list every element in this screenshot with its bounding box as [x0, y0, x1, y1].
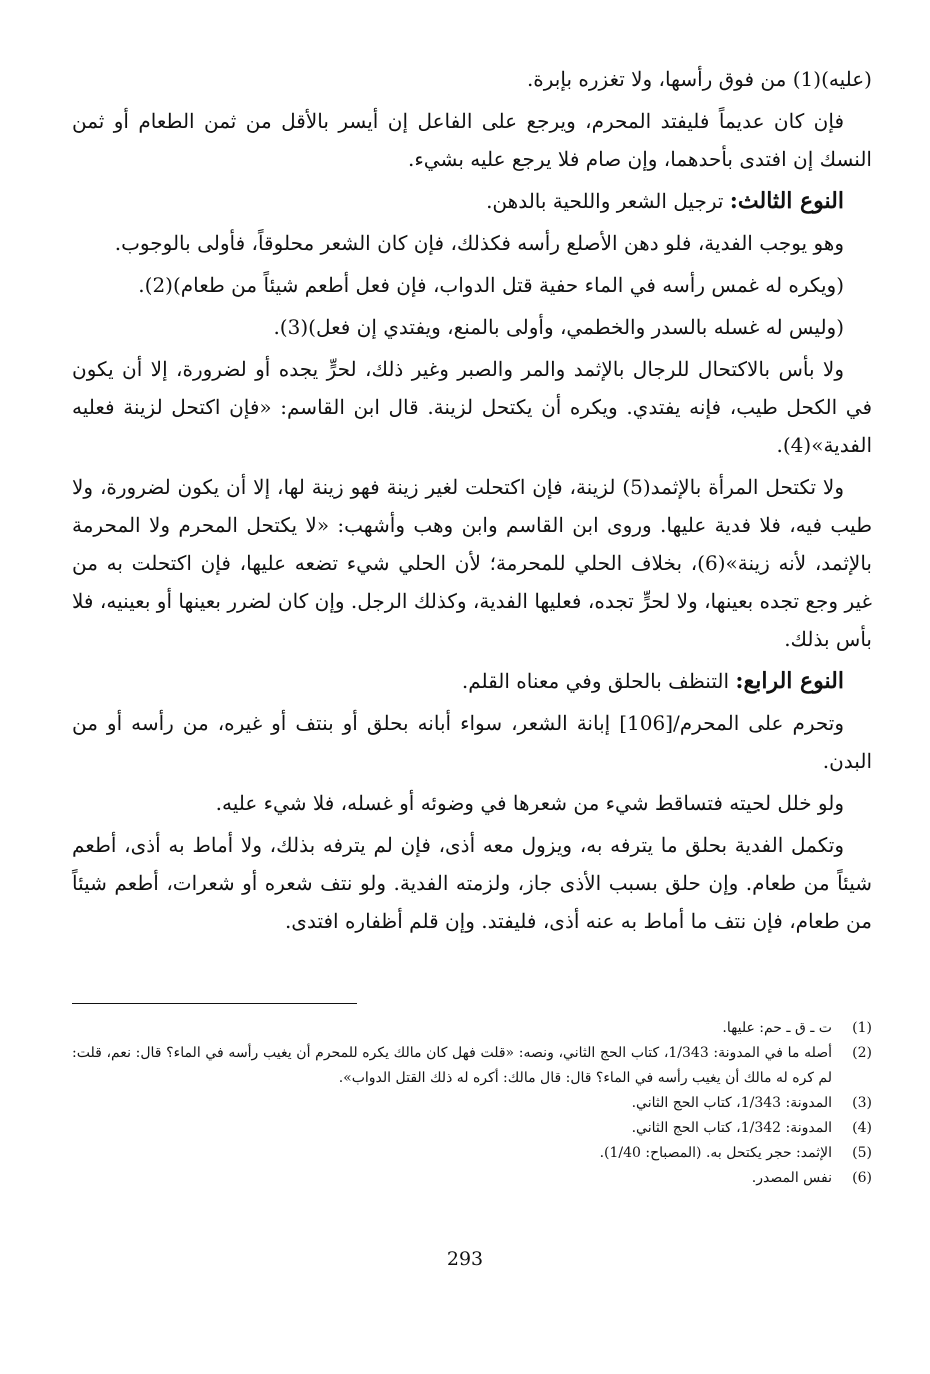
footnote-number: (2): [852, 1045, 872, 1061]
paragraph-12: وتكمل الفدية بحلق ما يترفه به، ويزول معه أذى، فإن لم يترفه بذلك، ولا أماط به أذى، أطعم شيئاً من طعام. وإن حلق بسبب الأذى جاز، ولزمته الفدية. ولو نتف شعره أو شعرات، أطعم شيئاً من طعام، فإن نتف ما أماط به عنه أذى، فليفتد. وإن قلم أظفاره افتدى.: [72, 833, 872, 933]
section-heading-text: ترجيل الشعر واللحية بالدهن.: [486, 189, 730, 213]
main-text: [72, 60, 872, 944]
footnote-number: (1): [852, 1020, 872, 1036]
footnote-text: ت ـ ق ـ حم: عليها.: [722, 1020, 832, 1036]
footnote: [72, 1116, 872, 1141]
footnote-separator: [72, 1003, 357, 1004]
footnote: [72, 1041, 872, 1091]
section-heading-fourth-type: [72, 662, 872, 700]
paragraph-11: ولو خلل لحيته فتساقط شيء من شعرها في وضوئه أو غسله، فلا شيء عليه.: [215, 791, 844, 815]
paragraph-8: ولا تكتحل المرأة بالإثمد(5) لزينة، فإن اكتحلت لغير زينة فهو زينة لها، إلا أن يكون لضرورة، ولا طيب فيه، فلا فدية عليها. وروى ابن القاسم وابن وهب وأشهب: «لا يكتحل المحرم ولا المحرمة بالإثمد، لأنه زينة»(6)، بخلاف الحلي للمحرمة؛ لأن الحلي شيء تضعه عليها، فإن اكتحلت به من غير وجع تجده بعينها، ولا لحرٍّ تجده، فعليها الفدية، وكذلك الرجل. وإن كان لضرر بعينها أو بعينيه، فلا بأس بذلك.: [72, 475, 873, 651]
paragraph-10: وتحرم على المحرم/[106] إبانة الشعر، سواء أبانه بحلق أو بنتف أو غيره، من رأسه أو من البدن.: [72, 711, 872, 773]
footnotes: [72, 1016, 872, 1191]
footnote-number: (6): [852, 1170, 872, 1186]
footnote: [72, 1016, 872, 1041]
footnote: [72, 1166, 872, 1191]
section-heading-third-type: [72, 182, 872, 220]
footnote: [72, 1091, 872, 1116]
footnote-text: أصله ما في المدونة: 1/343، كتاب الحج الثاني، ونصه: «قلت فهل كان مالك يكره للمحرم أن يغيب رأسه في الماء؟ قال: نعم، قلت: لم كره له مالك أن يغيب رأسه في الماء؟ قال: قال مالك: أكره له ذلك القتل الدواب».: [72, 1045, 833, 1086]
footnote-text: المدونة: 1/343، كتاب الحج الثاني.: [631, 1095, 832, 1111]
paragraph-5: (ويكره له غمس رأسه في الماء حفية قتل الدواب، فإن فعل أطعم شيئاً من طعام)(2).: [138, 273, 844, 297]
paragraph-7: ولا بأس بالاكتحال للرجال بالإثمد والمر والصبر وغير ذلك، لحرٍّ يجده أو لضرورة، إلا أن يكون في الكحل طيب، فإنه يفتدي. ويكره أن يكتحل لزينة. قال ابن القاسم: «فإن اكتحل لزينة فعليه الفدية»(4).: [72, 357, 872, 457]
section-term: النوع الرابع:: [735, 668, 844, 694]
page-number: 293: [446, 1248, 484, 1270]
footnote-number: (3): [852, 1095, 872, 1111]
section-heading-text: التنظف بالحلق وفي معناه القلم.: [461, 669, 736, 693]
footnote-text: نفس المصدر.: [751, 1170, 832, 1186]
paragraph-6: (وليس له غسله بالسدر والخطمي، وأولى بالمنع، ويفتدي إن فعل)(3).: [273, 315, 844, 339]
section-term: النوع الثالث:: [729, 188, 844, 214]
footnote-number: (4): [852, 1120, 872, 1136]
paragraph-1: (عليه)(1) من فوق رأسها، ولا تغزره بإبرة.: [526, 67, 872, 91]
paragraph-2: فإن كان عديماً فليفتد المحرم، ويرجع على الفاعل إن أيسر بالأقل من ثمن الطعام أو ثمن النسك إن افتدى بأحدهما، وإن صام فلا يرجع عليه بشيء.: [72, 109, 872, 171]
paragraph-4: وهو يوجب الفدية، فلو دهن الأصلع رأسه فكذلك، فإن كان الشعر محلوقاً، فأولى بالوجوب.: [114, 231, 844, 255]
footnote-number: (5): [852, 1145, 872, 1161]
footnote-text: الإثمد: حجر يكتحل به. (المصباح: 1/40).: [599, 1145, 832, 1161]
footnote: [72, 1141, 872, 1166]
footnote-text: المدونة: 1/342، كتاب الحج الثاني.: [631, 1120, 832, 1136]
